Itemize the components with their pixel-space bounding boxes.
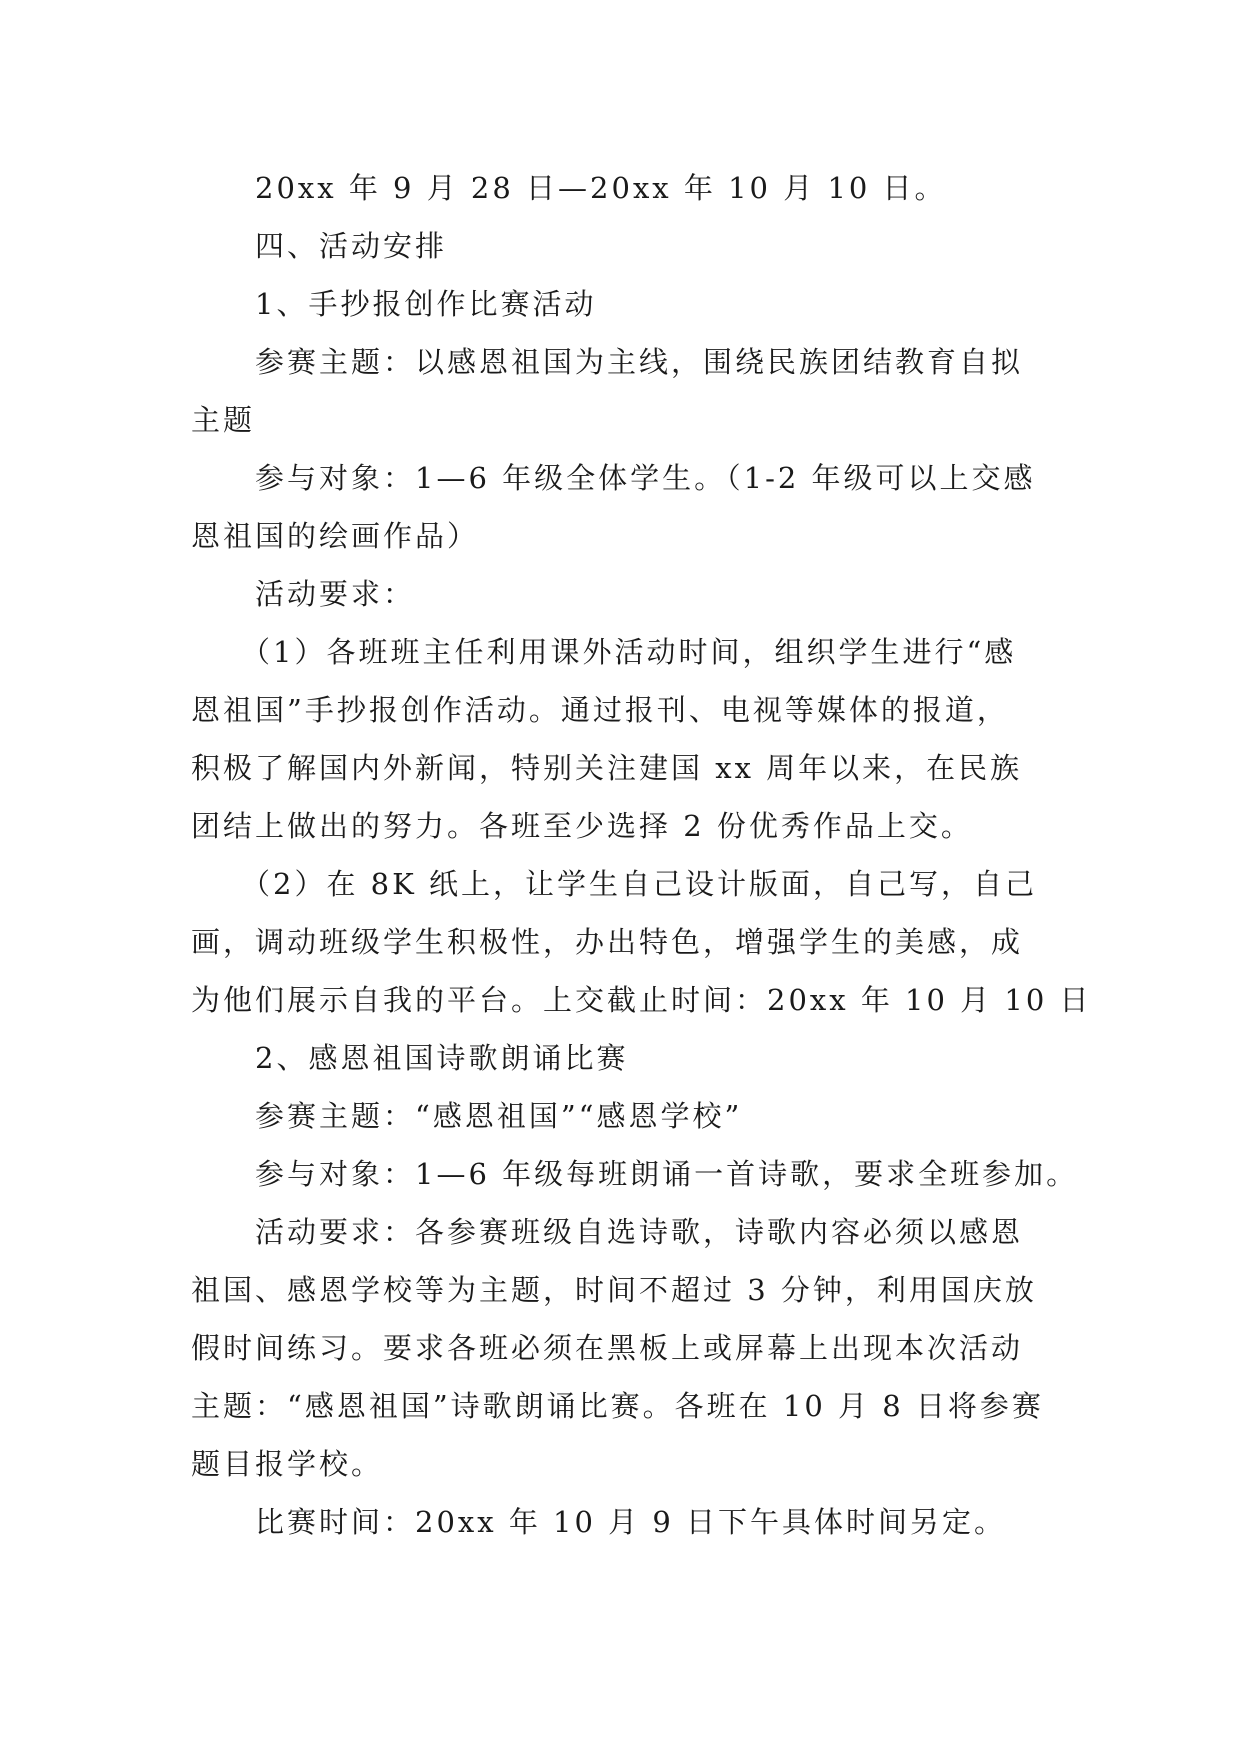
paragraph-line: 为他们展示自我的平台。上交截止时间：20xx 年 10 月 10 日 (191, 983, 1092, 1017)
paragraph-line: 比赛时间：20xx 年 10 月 9 日下午具体时间另定。 (255, 1505, 1007, 1539)
paragraph-line: （1）各班班主任利用课外活动时间，组织学生进行“感 (241, 635, 1017, 669)
paragraph-line: 假时间练习。要求各班必须在黑板上或屏幕上出现本次活动 (191, 1331, 1024, 1365)
paragraph-line: （2）在 8K 纸上，让学生自己设计版面，自己写，自己 (241, 867, 1038, 901)
section-heading-activity-arrangement: 四、活动安排 (255, 229, 448, 263)
subsection-heading-handwritten-newspaper: 1、手抄报创作比赛活动 (255, 287, 597, 321)
paragraph-line: 主题：“感恩祖国”诗歌朗诵比赛。各班在 10 月 8 日将参赛 (191, 1389, 1044, 1423)
paragraph-line: 恩祖国的绘画作品） (191, 519, 480, 553)
paragraph-line: 画，调动班级学生积极性，办出特色，增强学生的美感，成 (191, 925, 1024, 959)
paragraph-line: 祖国、感恩学校等为主题，时间不超过 3 分钟，利用国庆放 (191, 1273, 1037, 1307)
paragraph-line: 恩祖国”手抄报创作活动。通过报刊、电视等媒体的报道， (191, 693, 1009, 727)
document-page (191, 159, 1092, 1551)
paragraph-line: 活动要求：各参赛班级自选诗歌，诗歌内容必须以感恩 (255, 1215, 1024, 1249)
paragraph-line: 参赛主题：“感恩祖国”“感恩学校” (255, 1099, 743, 1133)
paragraph-line: 活动要求： (255, 577, 416, 611)
paragraph-line: 题目报学校。 (191, 1447, 384, 1481)
paragraph-line: 团结上做出的努力。各班至少选择 2 份优秀作品上交。 (191, 809, 973, 843)
date-range-line: 20xx 年 9 月 28 日—20xx 年 10 月 10 日。 (255, 171, 947, 205)
paragraph-line: 参与对象：1—6 年级全体学生。（1-2 年级可以上交感 (255, 461, 1036, 495)
subsection-heading-poetry-recitation: 2、感恩祖国诗歌朗诵比赛 (255, 1041, 629, 1075)
paragraph-line: 参赛主题：以感恩祖国为主线，围绕民族团结教育自拟 (255, 345, 1024, 379)
paragraph-line: 主题 (191, 403, 256, 437)
paragraph-line: 积极了解国内外新闻，特别关注建国 xx 周年以来，在民族 (191, 751, 1023, 785)
paragraph-line: 参与对象：1—6 年级每班朗诵一首诗歌，要求全班参加。 (255, 1157, 1079, 1191)
